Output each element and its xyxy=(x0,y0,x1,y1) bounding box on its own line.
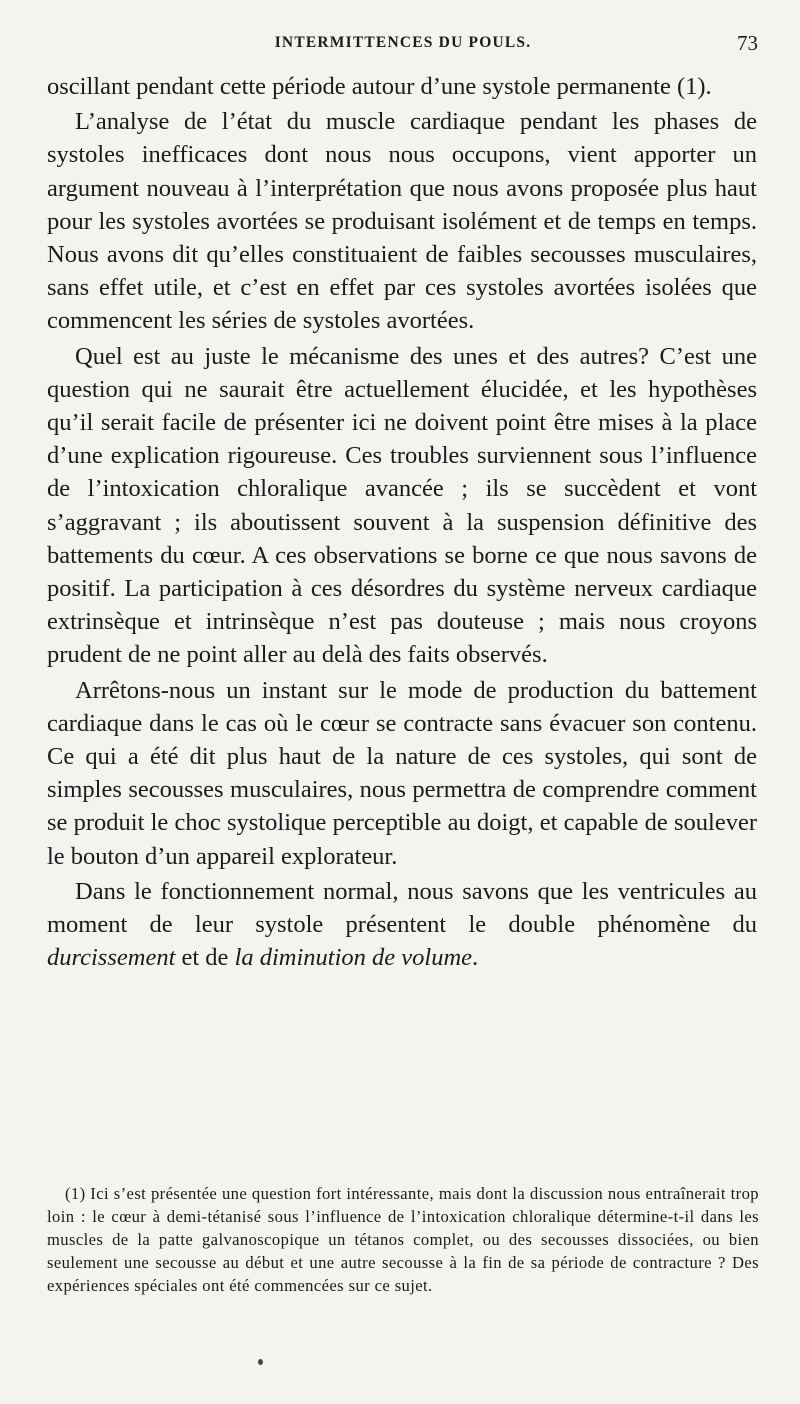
paragraph-2: L’analyse de l’état du muscle cardiaque pendant les phases de systoles inefficaces dont nous nous occupons, vient apporter un argument nouveau à l’interprétation que nous avons proposée plus haut pour les systoles avortées se produisant isolément et de temps en temps. Nous avons dit qu’elles constituaient de faibles secousses musculaires, sans effet utile, et c’est en effet par ces systoles avortées isolées que commencent les séries de systoles avortées. xyxy=(47,108,757,335)
footnote: (1) Ici s’est présentée une question fort intéressante, mais dont la discussion nous entraînerait trop loin : le cœur à demi-tétanisé sous l’influence de l’intoxication chloralique détermine-t-il dans les muscles de la patte galvanoscopique un tétanos complet, ou des secousses dissociées, ou bien seulement une secousse au début et une autre secousse à la fin de sa période de contracture ? Des expériences spéciales ont été commencées sur ce sujet. xyxy=(47,1184,759,1295)
italic-term-diminution: la diminution de volume xyxy=(234,944,473,972)
paragraph-5-text-middle: et de xyxy=(175,944,235,972)
ink-speck xyxy=(258,1359,263,1365)
paragraph-5 xyxy=(47,875,757,975)
page-number: 73 xyxy=(737,31,758,55)
paragraph-5-text-after: . xyxy=(472,944,479,972)
paragraph-1: oscillant pendant cette période autour d’une systole permanente (1). xyxy=(47,73,712,100)
paragraph-5-text-before: Dans le fonctionnement normal, nous savons que les ventricules au moment de leur systole présentent le double phénomène du xyxy=(47,877,757,939)
running-head xyxy=(48,31,758,58)
paragraph-3: Quel est au juste le mécanisme des unes et des autres? C’est une question qui ne saurait être actuellement élucidée, et les hypothèses qu’il serait facile de présenter ici ne doivent point être mises à la place d’une explication rigoureuse. Ces troubles surviennent sous l’influence de l’intoxication chloralique avancée ; ils se succèdent et vont s’aggravant ; ils aboutissent souvent à la suspension définitive des battements du cœur. A ces observations se borne ce que nous savons de positif. La participation à ces désordres du système nerveux cardiaque extrinsèque et intrinsèque n’est pas douteuse ; mais nous croyons prudent de ne point aller au delà des faits observés. xyxy=(47,342,757,669)
paragraph-4: Arrêtons-nous un instant sur le mode de production du battement cardiaque dans le cas où le cœur se contracte sans évacuer son contenu. Ce qui a été dit plus haut de la nature de ces systoles, qui sont de simples secousses musculaires, nous permettra de comprendre comment se produit le choc systolique perceptible au doigt, et capable de soulever le bouton d’un appareil explorateur. xyxy=(47,676,757,870)
italic-term-durcissement: durcissement xyxy=(47,944,176,972)
running-title: INTERMITTENCES DU POULS. xyxy=(274,34,532,51)
body-text xyxy=(47,70,757,976)
